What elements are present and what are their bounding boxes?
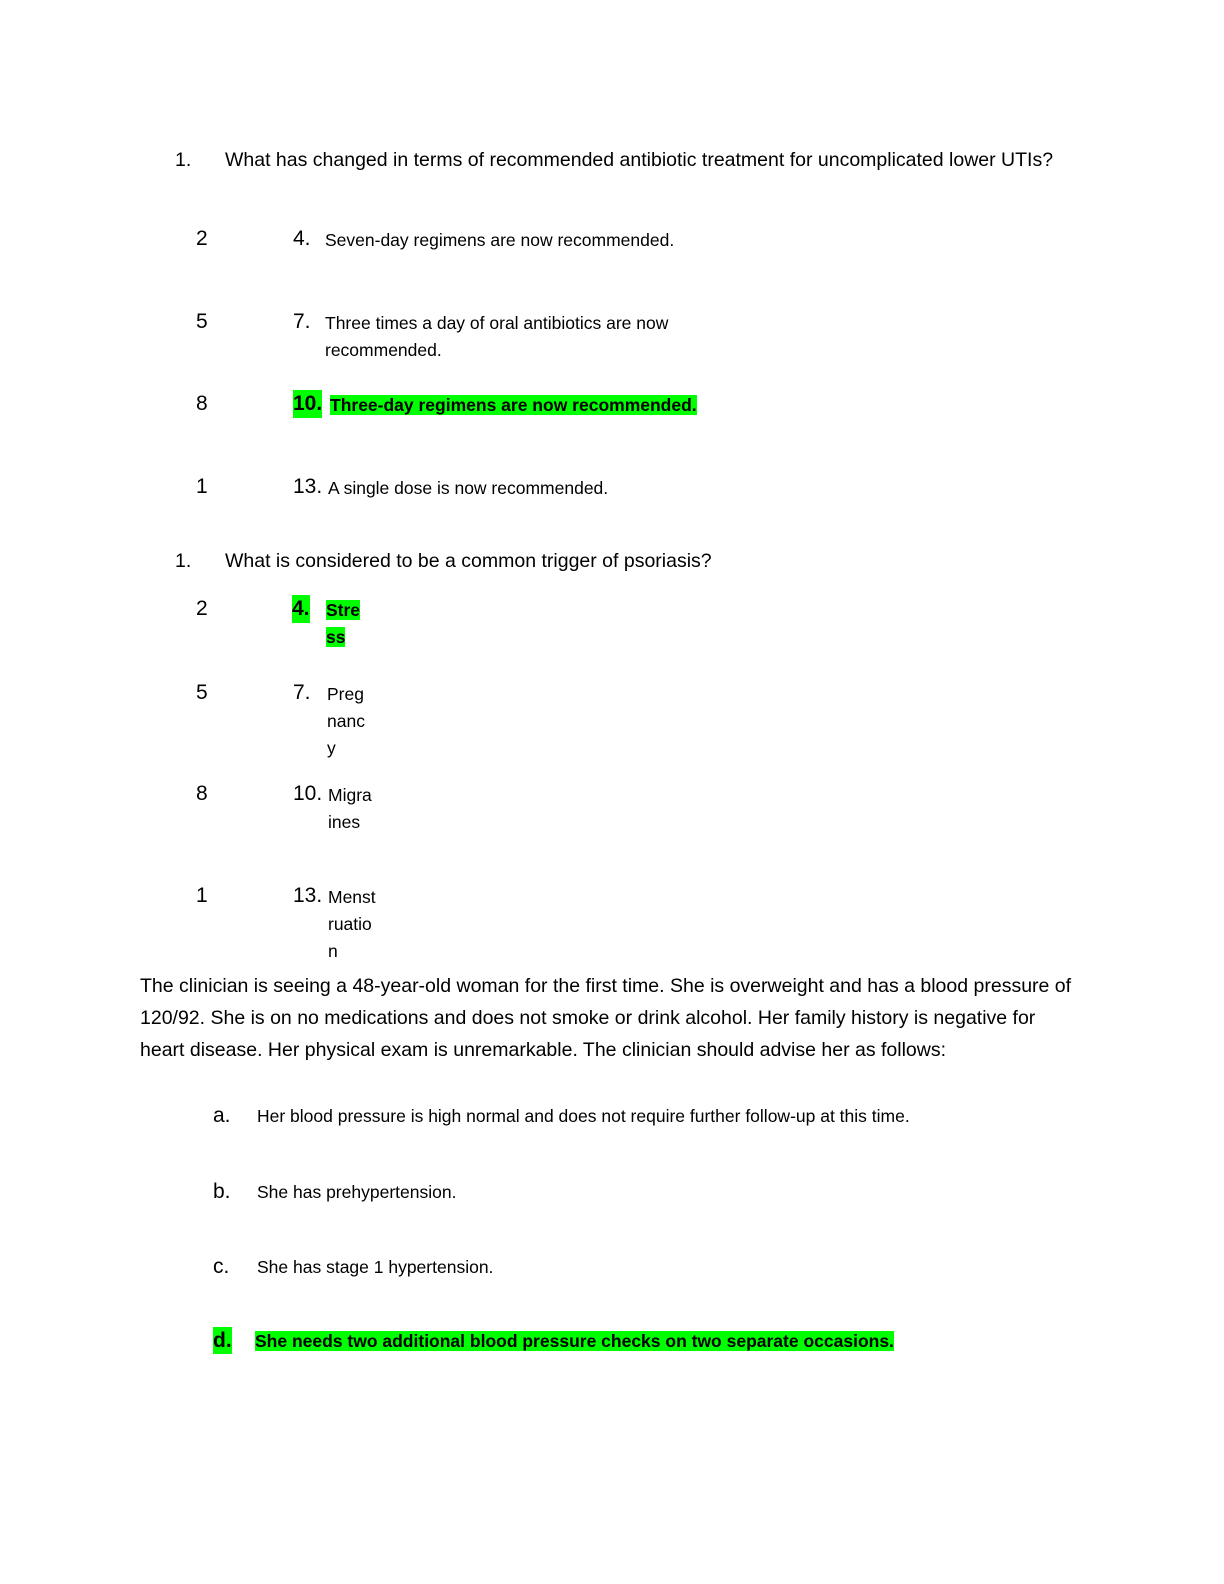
option-text: Migraines (328, 785, 372, 832)
option-letter: a. (213, 1104, 231, 1127)
option-text: A single dose is now recommended. (328, 478, 609, 498)
clipped-marker: 5 (196, 310, 208, 333)
highlighted-text: Stress (326, 600, 361, 647)
clipped-marker: 2 (196, 597, 208, 620)
option-letter: b. (213, 1180, 231, 1203)
option-marker: 7. (293, 681, 311, 704)
option-text (326, 597, 368, 651)
option-text: She has prehypertension. (257, 1182, 457, 1202)
option-text: She has stage 1 hypertension. (257, 1257, 494, 1277)
clipped-marker: 8 (196, 782, 208, 805)
option-marker: 7. (293, 310, 311, 333)
option-text: Her blood pressure is high normal and does not require further follow-up at this time. (257, 1106, 910, 1126)
question-1-number: 1. (175, 149, 192, 171)
question-2-text: What is considered to be a common trigger of psoriasis? (225, 550, 712, 572)
option-marker: 13. (293, 475, 323, 498)
question-1-text: What has changed in terms of recommended antibiotic treatment for uncomplicated lower UTIs? (225, 149, 1054, 171)
option-letter: d. (213, 1329, 232, 1352)
option-marker: 10. (293, 782, 323, 805)
option-marker: 10. (293, 390, 322, 418)
clipped-marker: 1 (196, 884, 208, 907)
option-text: Menstruation (328, 887, 376, 961)
question-2-number: 1. (175, 550, 192, 572)
clipped-marker: 2 (196, 227, 208, 250)
option-marker: 13. (293, 884, 323, 907)
clipped-marker: 1 (196, 475, 208, 498)
option-letter: c. (213, 1255, 230, 1278)
clipped-marker: 5 (196, 681, 208, 704)
clipped-marker: 8 (196, 392, 208, 415)
highlighted-text: She needs two additional blood pressure checks on two separate occasions. (255, 1331, 894, 1351)
option-text: Pregnancy (327, 684, 365, 758)
option-text (330, 392, 790, 419)
option-text: Three times a day of oral antibiotics are now recommended. (325, 313, 669, 360)
vignette-paragraph: The clinician is seeing a 48-year-old woman for the first time. She is overweight and has a blood pressure of 120/92. She is on no medications and does not smoke or drink alcohol. Her family history is negative for heart disease. Her physical exam is unremarkable. The clinician should advise her as follows: (140, 975, 1072, 1061)
option-text: Seven-day regimens are now recommended. (325, 230, 675, 250)
option-marker: 4. (293, 227, 311, 250)
option-text (255, 1328, 1015, 1355)
highlighted-text: Three-day regimens are now recommended. (330, 395, 697, 415)
option-marker: 4. (292, 595, 310, 623)
